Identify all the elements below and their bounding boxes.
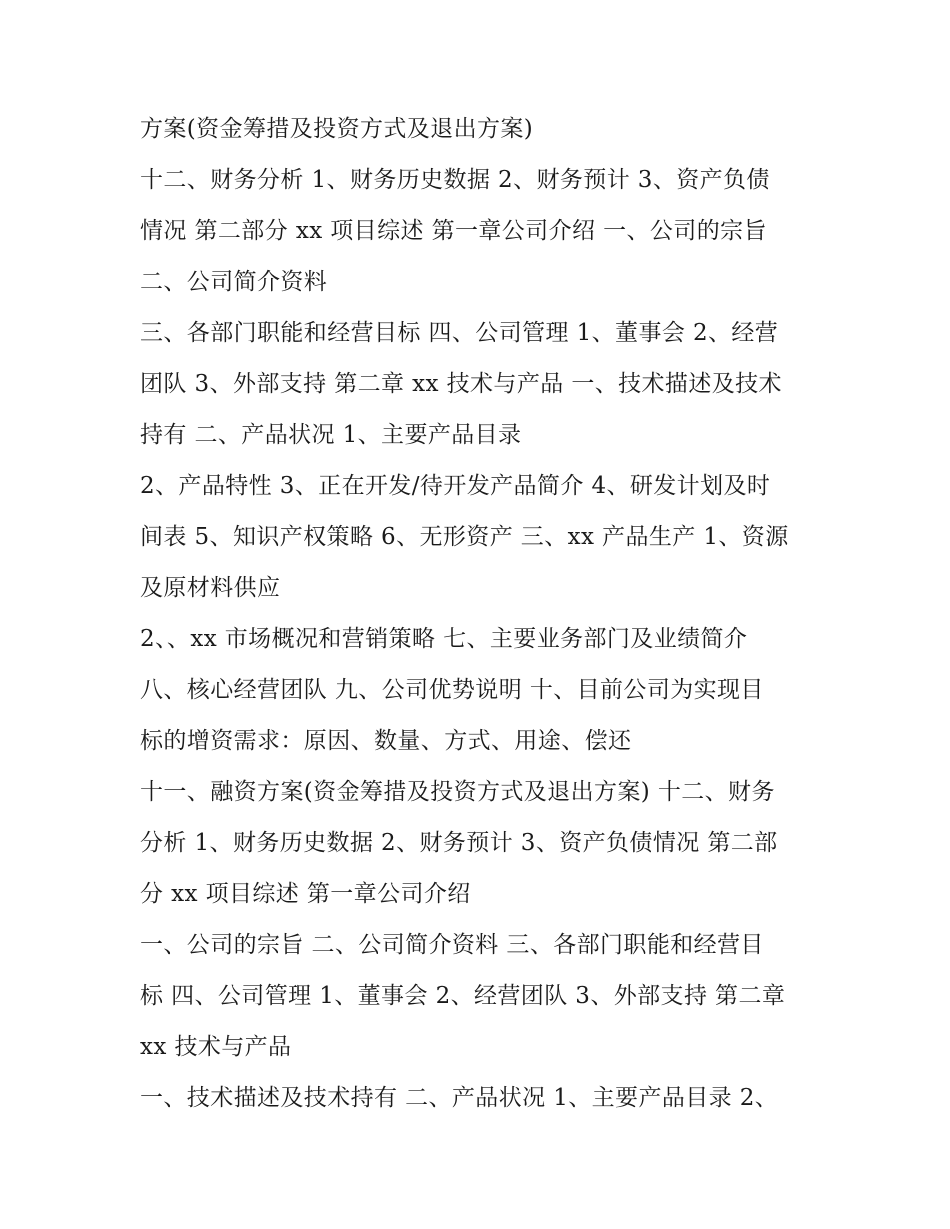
text-line: 八、核心经营团队 九、公司优势说明 十、目前公司为实现目 <box>140 677 764 703</box>
text-line: 及原材料供应 <box>140 575 281 601</box>
text-line: 2、、xx 市场概况和营销策略 七、主要业务部门及业绩简介 <box>140 626 748 652</box>
text-line: 一、技术描述及技术持有 二、产品状况 1、主要产品目录 2、 <box>140 1085 779 1111</box>
text-line: 持有 二、产品状况 1、主要产品目录 <box>140 422 522 448</box>
text-line: 二、公司简介资料 <box>140 269 328 295</box>
text-line: 三、各部门职能和经营目标 四、公司管理 1、董事会 2、经营 <box>140 320 779 346</box>
text-line: 十一、融资方案(资金筹措及投资方式及退出方案) 十二、财务 <box>140 779 775 805</box>
text-line: 情况 第二部分 xx 项目综述 第一章公司介绍 一、公司的宗旨 <box>140 218 767 244</box>
text-line: 2、产品特性 3、正在开发/待开发产品简介 4、研发计划及时 <box>140 473 771 499</box>
text-line: 分析 1、财务历史数据 2、财务预计 3、资产负债情况 第二部 <box>140 830 778 856</box>
text-line: xx 技术与产品 <box>140 1034 292 1060</box>
text-line: 十二、财务分析 1、财务历史数据 2、财务预计 3、资产负债 <box>140 167 770 193</box>
text-line: 团队 3、外部支持 第二章 xx 技术与产品 一、技术描述及技术 <box>140 371 782 397</box>
document-body <box>140 104 820 1124</box>
text-line: 一、公司的宗旨 二、公司简介资料 三、各部门职能和经营目 <box>140 932 764 958</box>
text-line: 标 四、公司管理 1、董事会 2、经营团队 3、外部支持 第二章 <box>140 983 786 1009</box>
text-line: 标的增资需求：原因、数量、方式、用途、偿还 <box>140 728 632 754</box>
text-line: 分 xx 项目综述 第一章公司介绍 <box>140 881 471 907</box>
text-line: 间表 5、知识产权策略 6、无形资产 三、xx 产品生产 1、资源 <box>140 524 789 550</box>
text-line: 方案(资金筹措及投资方式及退出方案) <box>140 116 534 142</box>
